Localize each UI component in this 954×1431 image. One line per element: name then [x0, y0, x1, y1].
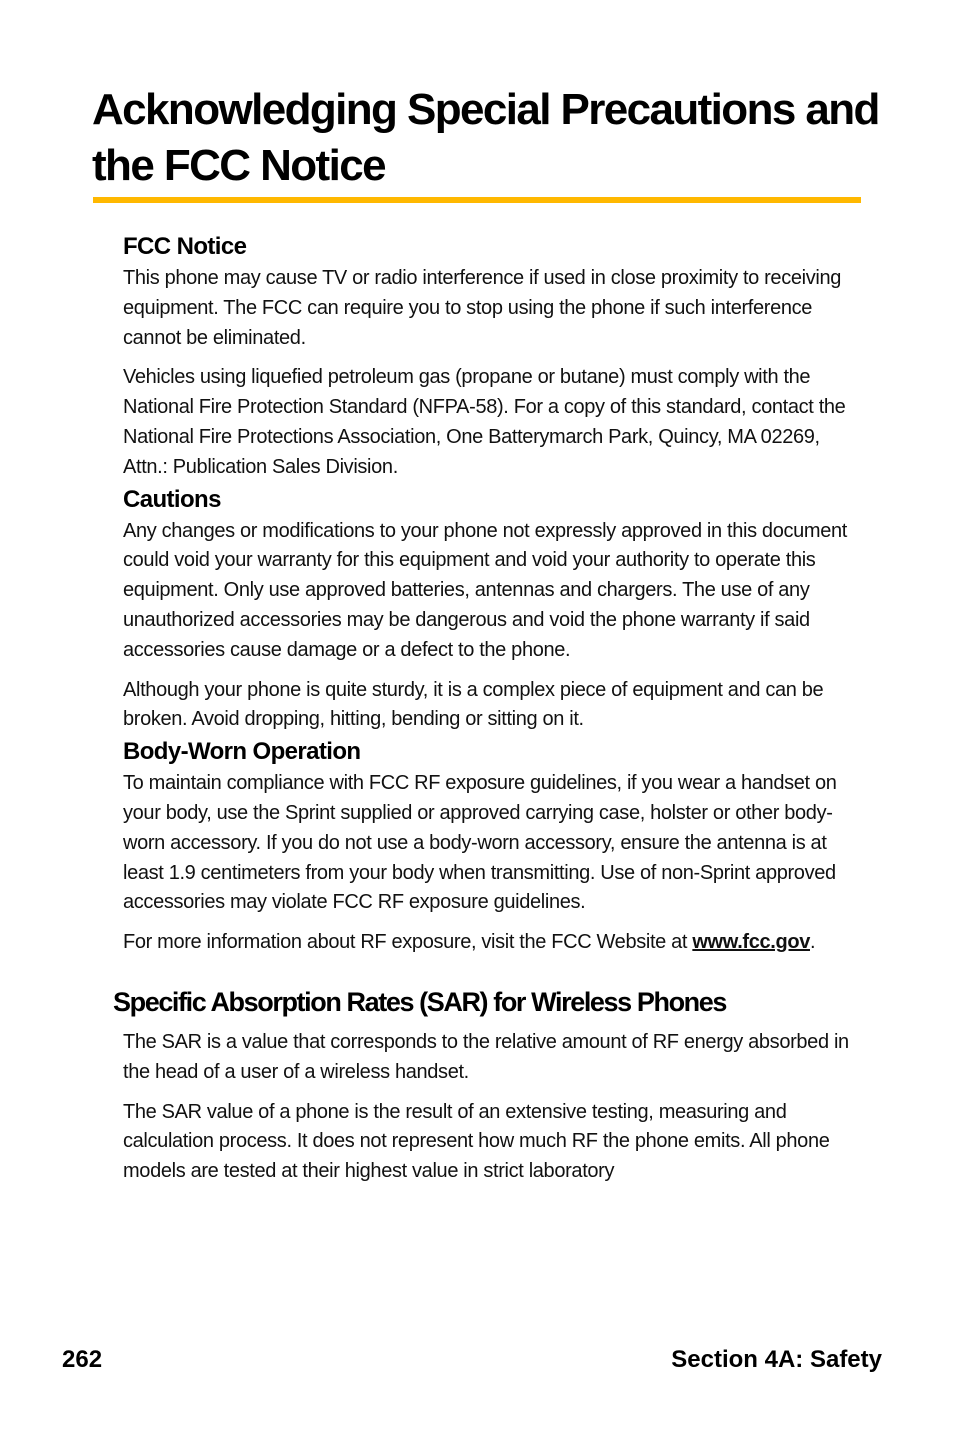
- body-worn-section: [123, 735, 863, 958]
- fcc-notice-heading: FCC Notice: [123, 233, 247, 260]
- page-content: [113, 230, 863, 1187]
- sar-paragraph-2: The SAR value of a phone is the result of an extensive testing, measuring and calculation process. It does not represent how much RF the phone emits. All phone models are tested at their highest value in strict laboratory: [123, 1100, 830, 1183]
- section-label: Section 4A: Safety: [671, 1346, 882, 1373]
- cautions-heading: Cautions: [123, 485, 221, 513]
- fcc-notice-paragraph-2: Vehicles using liquefied petroleum gas (propane or butane) must comply with the National Fire Protection Standard (NFPA-58). For a copy of this standard, contact the National Fire Protections Association, One Batterymarch Park, Quincy, MA 02269, Attn.: Publication Sales Division.: [123, 366, 846, 478]
- body-worn-heading: Body-Worn Operation: [123, 738, 361, 766]
- rf-info-text: For more information about RF exposure, visit the FCC Website at: [123, 931, 693, 954]
- fcc-notice-section: [123, 230, 863, 483]
- body-worn-paragraph-2: [123, 928, 863, 958]
- page-title: Acknowledging Special Precautions and the FCC Notice: [92, 85, 879, 190]
- body-worn-paragraph-1: To maintain compliance with FCC RF exposure guidelines, if you wear a handset on your body, use the Sprint supplied or approved carrying case, holster or other body-worn accessory. If you do not use a body-worn accessory, ensure the antenna is at least 1.9 centimeters from your body when transmitting. Use of non-Sprint approved accessories may violate FCC RF exposure guidelines.: [123, 772, 837, 914]
- sar-section: [113, 982, 863, 1187]
- cautions-paragraph-2: Although your phone is quite sturdy, it is a complex piece of equipment and can be broken. Avoid dropping, hitting, bending or sitting on it.: [123, 678, 824, 731]
- cautions-section: [123, 483, 863, 736]
- cautions-paragraph-1: Any changes or modifications to your phone not expressly approved in this document could void your warranty for this equipment and void your authority to operate this equipment. Only use approved batteries, antennas and chargers. The use of any unauthorized accessories may be dangerous and void the phone warranty if said accessories cause damage or a defect to the phone.: [123, 519, 847, 661]
- fcc-website-link[interactable]: www.fcc.gov: [692, 931, 810, 954]
- sar-paragraph-1: The SAR is a value that corresponds to the relative amount of RF energy absorbed in the head of a user of a wireless handset.: [123, 1030, 849, 1083]
- title-rule: [93, 197, 861, 203]
- rf-info-period: .: [810, 931, 816, 954]
- fcc-notice-paragraph-1: This phone may cause TV or radio interference if used in close proximity to receiving equipment. The FCC can require you to stop using the phone if such interference cannot be eliminated.: [123, 267, 842, 349]
- sar-heading: Specific Absorption Rates (SAR) for Wireless Phones: [113, 986, 726, 1017]
- page-number: 262: [62, 1346, 103, 1373]
